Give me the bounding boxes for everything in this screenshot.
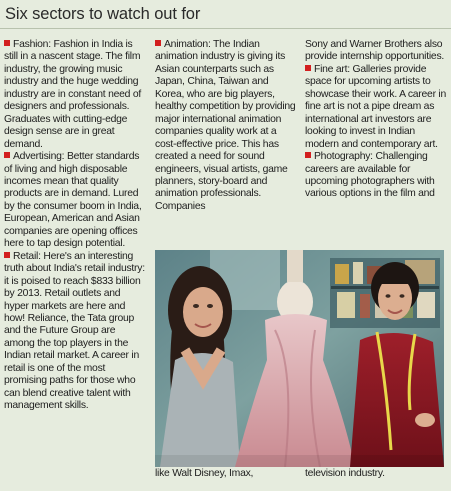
fineart-paragraph: [305, 64, 449, 151]
photo-caption-col2: like Walt Disney, Imax,: [155, 468, 254, 479]
column-1: [4, 39, 147, 413]
photo-illustration: [155, 250, 444, 467]
heading-divider: [0, 28, 451, 29]
red-bullet-icon: [4, 40, 10, 46]
animation-paragraph: [155, 39, 299, 213]
fashion-text: Fashion in India is still in a nascent stage. The film industry, the growing music industry and the huge wedding industry are in constant need of designers and professionals. Graduates with cutting-edge design sense are in great demand.: [4, 39, 141, 150]
column-3: [305, 39, 449, 201]
animation-continued: Sony and Warner Brothers also provide internship opportunities.: [305, 39, 445, 63]
photography-paragraph: [305, 151, 449, 201]
fashion-designers-photo: [155, 250, 444, 467]
fineart-label: Fine art:: [314, 63, 350, 75]
photography-label: Photography:: [314, 151, 373, 163]
red-bullet-icon: [4, 252, 10, 258]
advertising-paragraph: [4, 151, 147, 251]
column-2: [155, 39, 299, 213]
red-bullet-icon: [155, 40, 161, 46]
fashion-paragraph: [4, 39, 147, 151]
fineart-text: Galleries provide space for upcoming artists to showcase their work. A career in fine art is not a pipe dream as international art investors are looking to invest in Indian modern and contemporary art.: [305, 63, 446, 150]
photo-caption-col3: television industry.: [305, 468, 385, 479]
animation-text: The Indian animation industry is giving its Asian counterparts such as Japan, China, Taiwan and Korea, who are big players, healthy competition by providing major international animation companies quality work at a cost-effective price. This has created a need for sound engineers, visual artists, game planners, story-board and animation professionals. Companies: [155, 39, 296, 212]
retail-paragraph: [4, 251, 147, 413]
red-bullet-icon: [305, 65, 311, 71]
fashion-label: Fashion:: [13, 39, 51, 50]
article-heading: Six sectors to watch out for: [5, 5, 201, 23]
advertising-label: Advertising:: [13, 151, 65, 163]
retail-label: Retail:: [13, 250, 41, 262]
retail-text: Here's an interesting truth about India's retail industry: it is poised to reach $833 billion by 2013. Retail outlets and hyper markets are here and how! Reliance, the Tata group and the Future Group are among the top players in the Indian retail market. A career in retail is one of the most promising paths for those who can blend creative talent with management skills.: [4, 250, 145, 412]
photography-text: Challenging careers are available for upcoming photographers with various options in the film and: [305, 151, 435, 200]
red-bullet-icon: [305, 152, 311, 158]
advertising-text: Better standards of living and high disposable incomes mean that quality products are in demand. Lured by the consumer boom in India, European, American and Asian companies are opening offices here to tap design potential.: [4, 151, 142, 250]
red-bullet-icon: [4, 152, 10, 158]
animation-label: Animation:: [164, 39, 211, 50]
